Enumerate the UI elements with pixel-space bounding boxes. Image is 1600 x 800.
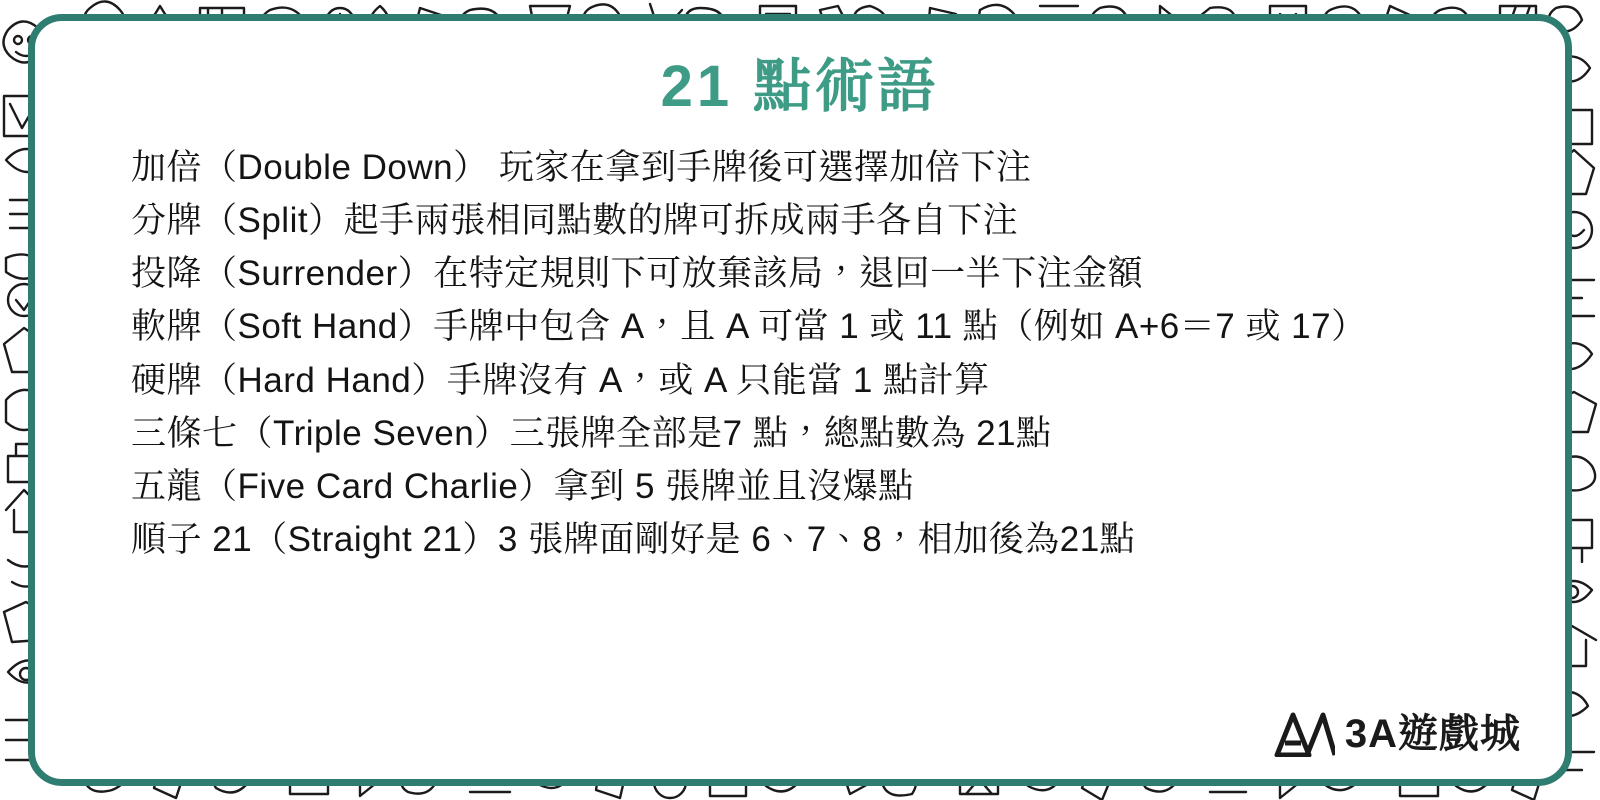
brand-name: 3A遊戲城	[1344, 712, 1521, 756]
list-item: 順子 21（Straight 21）3 張牌面剛好是 6、7、8，相加後為21點	[131, 520, 1136, 560]
list-item: 三條七（Triple Seven）三張牌全部是7 點，總點數為 21點	[131, 413, 1052, 453]
list-item: 分牌（Split）起手兩張相同點數的牌可拆成兩手各自下注	[131, 200, 1019, 240]
list-item: 硬牌（Hard Hand）手牌沒有 A，或 A 只能當 1 點計算	[131, 360, 990, 400]
content-frame	[28, 14, 1572, 786]
triangle-a-logo-icon	[1273, 711, 1335, 757]
brand-logo	[1273, 711, 1521, 757]
list-item: 加倍（Double Down） 玩家在拿到手牌後可選擇加倍下注	[131, 147, 1032, 187]
glossary-list	[91, 141, 1509, 567]
list-item: 五龍（Five Card Charlie）拿到 5 張牌並且沒爆點	[131, 466, 914, 506]
content-area	[35, 21, 1565, 779]
page-title: 21 點術語	[660, 54, 940, 119]
list-item: 投降（Surrender）在特定規則下可放棄該局，退回一半下注金額	[131, 254, 1144, 294]
list-item: 軟牌（Soft Hand）手牌中包含 A，且 A 可當 1 或 11 點（例如 A+6＝7 或 17）	[131, 307, 1367, 347]
